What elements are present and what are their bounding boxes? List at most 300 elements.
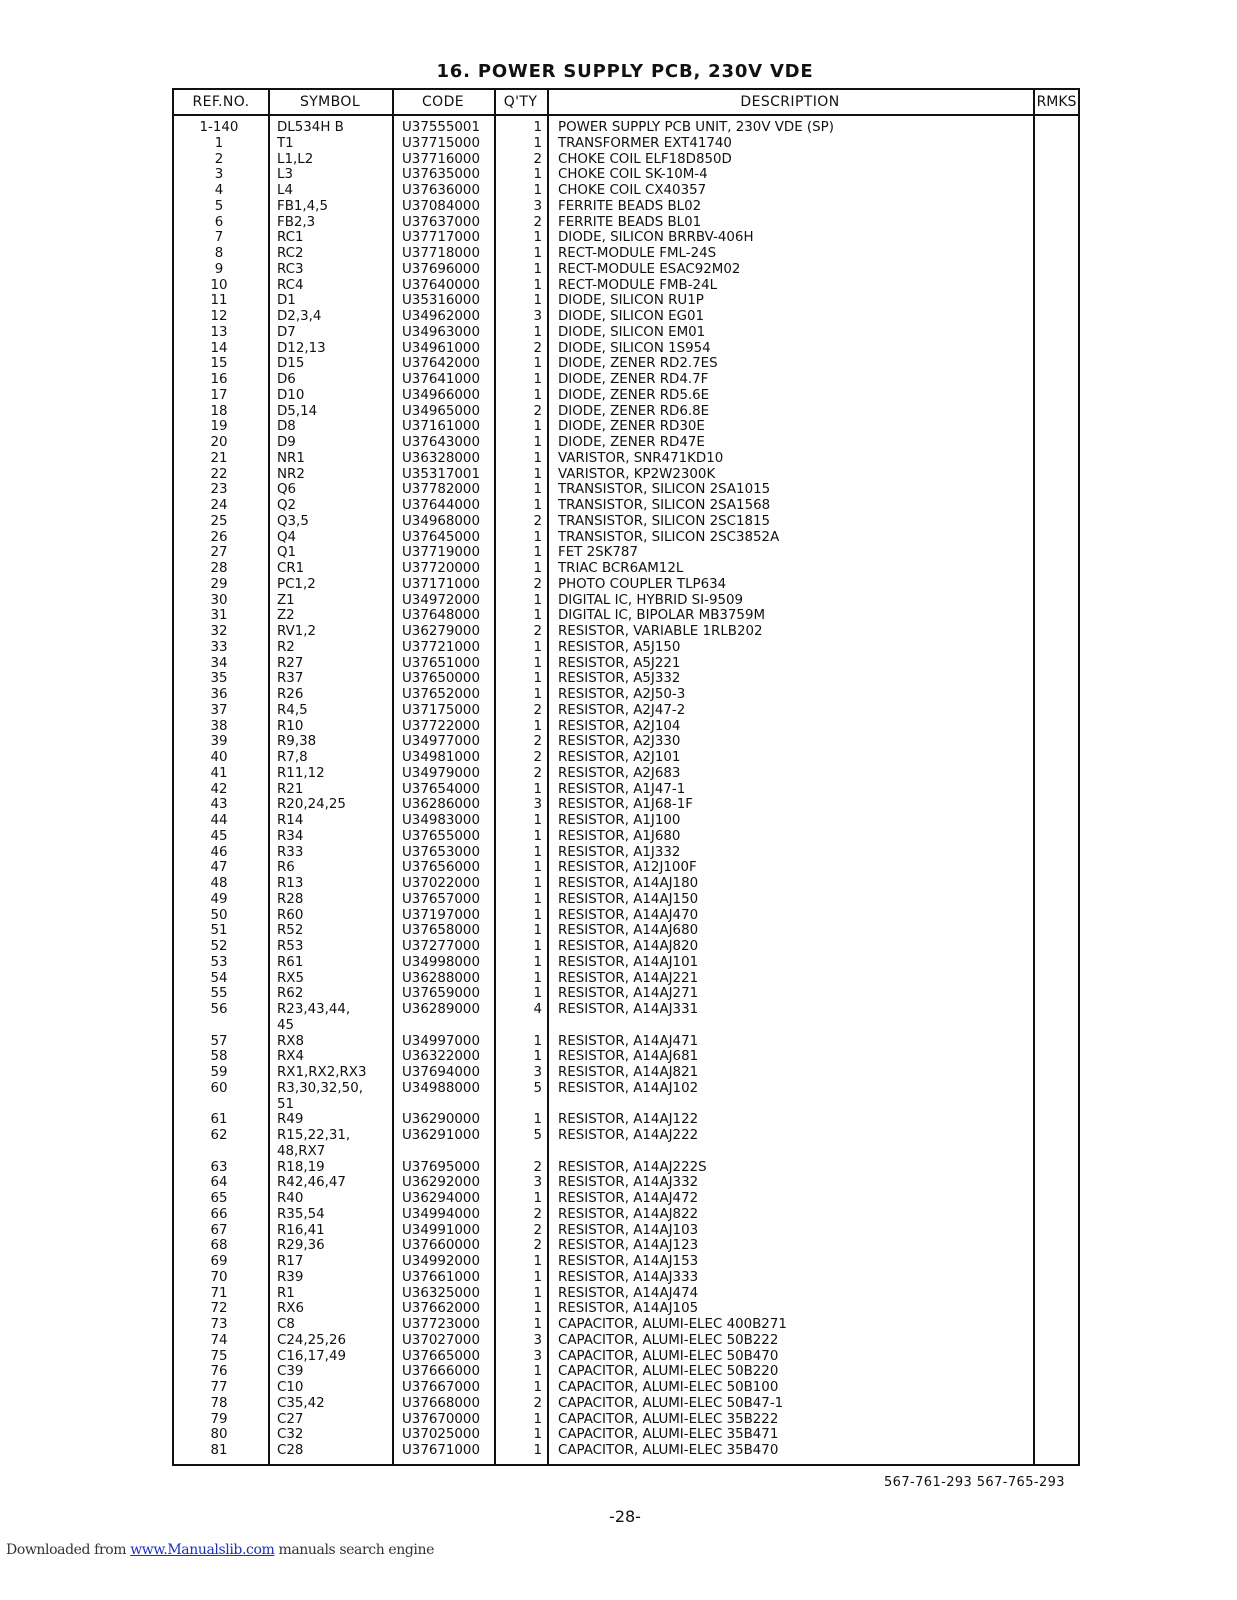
ref-cell: 22	[210, 466, 228, 482]
symbol-cell: R16,41	[277, 1222, 325, 1238]
description-cell: DIODE, SILICON EG01	[558, 309, 704, 324]
symbol-cell: L3	[277, 167, 293, 183]
description-cell: RECT-MODULE FML-24S	[558, 246, 717, 261]
qty-cell: 1	[533, 1443, 542, 1458]
description-cell: DIODE, SILICON EM01	[558, 324, 706, 340]
table-row	[174, 1286, 1078, 1302]
code-cell: U37782000	[402, 482, 480, 498]
ref-cell: 57	[210, 1033, 228, 1049]
qty-cell: 1	[533, 954, 542, 970]
table-row	[174, 1301, 1078, 1317]
description-cell: RESISTOR, A14AJ153	[558, 1254, 699, 1269]
table-row	[174, 325, 1078, 341]
table-row	[174, 1034, 1078, 1050]
symbol-cell: C10	[277, 1380, 304, 1395]
ref-cell: 50	[210, 907, 228, 923]
table-row	[174, 404, 1078, 420]
code-cell: U37084000	[402, 198, 480, 214]
description-cell: VARISTOR, KP2W2300K	[558, 466, 716, 482]
col-header-ref: REF.NO.	[192, 94, 250, 110]
symbol-cell: L1,L2	[277, 151, 314, 167]
ref-cell: 17	[210, 387, 228, 403]
table-row	[174, 687, 1078, 703]
code-cell: U34962000	[402, 309, 480, 324]
ref-cell: 7	[214, 230, 224, 246]
description-cell: RESISTOR, A5J221	[558, 655, 681, 671]
description-cell: RESISTOR, A14AJ102	[558, 1080, 699, 1096]
ref-cell: 67	[210, 1222, 228, 1238]
description-cell: VARISTOR, SNR471KD10	[558, 450, 724, 466]
description-cell: TRANSFORMER EXT41740	[558, 135, 732, 151]
code-cell: U36294000	[402, 1191, 480, 1206]
qty-cell: 1	[533, 844, 542, 860]
code-cell: U37670000	[402, 1411, 480, 1427]
description-cell: RESISTOR, A1J332	[558, 844, 681, 860]
code-cell: U37671000	[402, 1443, 480, 1458]
qty-cell: 1	[533, 923, 542, 939]
symbol-cell: RC1	[277, 230, 304, 246]
col-header-qty: Q'TY	[503, 94, 538, 110]
description-cell: DIGITAL IC, BIPOLAR MB3759M	[558, 608, 766, 624]
ref-cell: 47	[210, 860, 228, 876]
table-row	[174, 577, 1078, 593]
symbol-cell: C32	[277, 1427, 304, 1443]
ref-cell: 10	[210, 277, 228, 293]
description-cell: RESISTOR, A14AJ821	[558, 1065, 699, 1080]
ref-cell: 41	[210, 765, 228, 781]
symbol-cell: R11,12	[277, 765, 325, 781]
description-cell: DIGITAL IC, HYBRID SI-9509	[558, 592, 744, 608]
ref-cell: 23	[210, 482, 228, 498]
qty-cell: 2	[533, 340, 542, 356]
table-row	[174, 640, 1078, 656]
qty-cell: 1	[533, 639, 542, 655]
ref-cell: 27	[210, 545, 228, 561]
symbol-cell: C16,17,49	[277, 1348, 346, 1364]
ref-cell: 6	[214, 214, 224, 230]
ref-cell: 19	[210, 419, 228, 435]
ref-cell: 45	[210, 828, 228, 844]
qty-cell: 2	[533, 1238, 542, 1254]
description-cell: RESISTOR, A14AJ333	[558, 1269, 699, 1285]
code-cell: U37653000	[402, 844, 480, 860]
description-cell: RECT-MODULE FMB-24L	[558, 277, 718, 293]
ref-cell: 16	[210, 372, 228, 387]
symbol-cell: D15	[277, 356, 305, 372]
table-row	[174, 356, 1078, 372]
description-cell: CHOKE COIL ELF18D850D	[558, 151, 732, 167]
description-cell: RESISTOR, A14AJ680	[558, 923, 699, 939]
description-cell: RESISTOR, A14AJ123	[558, 1238, 699, 1254]
code-cell: U37657000	[402, 891, 480, 907]
code-cell: U37695000	[402, 1159, 480, 1175]
table-row	[174, 341, 1078, 357]
code-cell: U37717000	[402, 230, 480, 246]
description-cell: DIODE, SILICON BRRBV-406H	[558, 230, 754, 246]
symbol-cell: FB1,4,5	[277, 198, 328, 214]
ref-cell: 49	[210, 891, 228, 907]
code-cell: U37656000	[402, 860, 480, 876]
ref-cell: 81	[210, 1443, 228, 1458]
code-cell: U37175000	[402, 702, 480, 718]
table-body	[174, 120, 1078, 1459]
table-row	[174, 262, 1078, 278]
qty-cell: 1	[533, 529, 542, 545]
qty-cell: 4	[533, 1002, 542, 1017]
description-cell: RESISTOR, A14AJ122	[558, 1112, 699, 1128]
description-cell: CHOKE COIL CX40357	[558, 183, 707, 198]
qty-cell: 1	[533, 277, 542, 293]
code-cell: U34961000	[402, 340, 480, 356]
description-cell: DIODE, ZENER RD2.7ES	[558, 356, 718, 372]
ref-cell: 76	[210, 1364, 228, 1380]
qty-cell: 1	[533, 655, 542, 671]
table-row	[174, 860, 1078, 876]
qty-cell: 1	[533, 246, 542, 261]
description-cell: RESISTOR, A14AJ150	[558, 891, 699, 907]
description-cell: RECT-MODULE ESAC92M02	[558, 261, 741, 277]
qty-cell: 2	[533, 1395, 542, 1411]
ref-cell: 80	[210, 1427, 228, 1443]
code-cell: U37022000	[402, 876, 480, 891]
page-number: -28-	[609, 1507, 641, 1526]
table-row	[174, 986, 1078, 1002]
code-cell: U37655000	[402, 828, 480, 844]
table-row	[174, 451, 1078, 467]
symbol-cell: R34	[277, 828, 304, 844]
description-cell: TRANSISTOR, SILICON 2SC1815	[558, 513, 771, 529]
table-row	[174, 1065, 1078, 1081]
code-cell: U37644000	[402, 498, 480, 513]
code-cell: U34997000	[402, 1033, 480, 1049]
ref-cell: 13	[210, 324, 228, 340]
ref-cell: 4	[214, 183, 224, 198]
qty-cell: 1	[533, 135, 542, 151]
table-row	[174, 545, 1078, 561]
ref-cell: 63	[210, 1159, 228, 1175]
description-cell: RESISTOR, A1J680	[558, 828, 681, 844]
qty-cell: 1	[533, 167, 542, 183]
table-row	[174, 608, 1078, 624]
code-cell: U37161000	[402, 419, 480, 435]
ref-cell: 79	[210, 1411, 228, 1427]
code-cell: U37652000	[402, 687, 480, 702]
description-cell: CAPACITOR, ALUMI-ELEC 35B470	[558, 1443, 779, 1458]
table-row	[174, 1002, 1078, 1034]
qty-cell: 1	[533, 1427, 542, 1443]
ref-cell: 14	[210, 340, 228, 356]
symbol-cell: R10	[277, 718, 304, 734]
qty-cell: 2	[533, 702, 542, 718]
code-cell: U37666000	[402, 1364, 480, 1380]
ref-cell: 78	[210, 1395, 228, 1411]
qty-cell: 3	[533, 1175, 542, 1191]
description-cell: RESISTOR, A14AJ470	[558, 907, 699, 923]
qty-cell: 1	[533, 482, 542, 498]
code-cell: U36289000	[402, 1002, 480, 1017]
description-cell: FERRITE BEADS BL01	[558, 214, 702, 230]
symbol-cell: RC4	[277, 277, 304, 293]
ref-cell: 33	[210, 639, 228, 655]
code-cell: U37665000	[402, 1348, 480, 1364]
code-cell: U37641000	[402, 372, 480, 387]
ref-cell: 21	[210, 450, 228, 466]
symbol-cell: R2	[277, 639, 295, 655]
ref-cell: 62	[210, 1128, 228, 1143]
qty-cell: 2	[533, 214, 542, 230]
code-cell: U37662000	[402, 1301, 480, 1317]
code-cell: U37659000	[402, 986, 480, 1002]
ref-cell: 2	[214, 151, 224, 167]
code-cell: U37723000	[402, 1317, 480, 1332]
description-cell: RESISTOR, A2J683	[558, 765, 681, 781]
code-cell: U37694000	[402, 1065, 480, 1080]
ref-cell: 25	[210, 513, 228, 529]
qty-cell: 3	[533, 1065, 542, 1080]
ref-cell: 30	[210, 592, 228, 608]
ref-cell: 18	[210, 403, 228, 419]
manualslib-link[interactable]: www.Manualslib.com	[130, 1542, 275, 1558]
description-cell: CAPACITOR, ALUMI-ELEC 50B220	[558, 1364, 779, 1380]
symbol-cell: FB2,3	[277, 214, 316, 230]
footer-suffix: manuals search engine	[274, 1542, 435, 1558]
description-cell: RESISTOR, A14AJ332	[558, 1175, 699, 1191]
code-cell: U37645000	[402, 529, 480, 545]
ref-cell: 51	[210, 923, 228, 939]
ref-cell: 5	[214, 198, 224, 214]
symbol-cell: C35,42	[277, 1395, 325, 1411]
table-row	[174, 1270, 1078, 1286]
table-row	[174, 435, 1078, 451]
table-row	[174, 829, 1078, 845]
symbol-cell: R23,43,44, 45	[277, 1002, 351, 1033]
code-cell: U37661000	[402, 1269, 480, 1285]
symbol-cell: R4,5	[277, 702, 308, 718]
table-row	[174, 278, 1078, 294]
table-row	[174, 561, 1078, 577]
table-row	[174, 734, 1078, 750]
ref-cell: 20	[210, 435, 228, 450]
ref-cell: 46	[210, 844, 228, 860]
table-row	[174, 939, 1078, 955]
symbol-cell: R18,19	[277, 1159, 325, 1175]
code-cell: U37720000	[402, 561, 480, 576]
symbol-cell: R35,54	[277, 1206, 325, 1222]
description-cell: CAPACITOR, ALUMI-ELEC 35B222	[558, 1411, 779, 1427]
symbol-cell: RX6	[277, 1301, 304, 1317]
qty-cell: 1	[533, 860, 542, 876]
symbol-cell: R27	[277, 655, 304, 671]
table-row	[174, 1223, 1078, 1239]
symbol-cell: Q2	[277, 498, 297, 513]
ref-cell: 55	[210, 986, 228, 1002]
ref-cell: 68	[210, 1238, 228, 1254]
table-row	[174, 797, 1078, 813]
code-cell: U37642000	[402, 356, 480, 372]
ref-cell: 43	[210, 797, 228, 813]
description-cell: RESISTOR, A2J101	[558, 750, 681, 765]
symbol-cell: Q3,5	[277, 513, 309, 529]
symbol-cell: R14	[277, 813, 304, 828]
code-cell: U36286000	[402, 797, 480, 813]
code-cell: U34988000	[402, 1080, 480, 1096]
ref-cell: 31	[210, 608, 228, 624]
description-cell: TRANSISTOR, SILICON 2SA1568	[558, 498, 771, 513]
table-row	[174, 1396, 1078, 1412]
description-cell: DIODE, ZENER RD5.6E	[558, 387, 710, 403]
qty-cell: 2	[533, 403, 542, 419]
description-cell: POWER SUPPLY PCB UNIT, 230V VDE (SP)	[558, 120, 834, 135]
ref-cell: 58	[210, 1049, 228, 1065]
code-cell: U37636000	[402, 183, 480, 198]
qty-cell: 3	[533, 309, 542, 324]
symbol-cell: R9,38	[277, 734, 317, 750]
table-row	[174, 372, 1078, 388]
code-cell: U37027000	[402, 1332, 480, 1348]
code-cell: U36288000	[402, 970, 480, 986]
qty-cell: 1	[533, 545, 542, 561]
table-row	[174, 309, 1078, 325]
symbol-cell: R7,8	[277, 750, 308, 765]
ref-cell: 34	[210, 655, 228, 671]
code-cell: U37660000	[402, 1238, 480, 1254]
symbol-cell: RX8	[277, 1033, 304, 1049]
table-row	[174, 120, 1078, 136]
description-cell: RESISTOR, A14AJ471	[558, 1033, 699, 1049]
code-cell: U35316000	[402, 293, 480, 309]
description-cell: TRANSISTOR, SILICON 2SA1015	[558, 482, 771, 498]
code-cell: U37719000	[402, 545, 480, 561]
description-cell: RESISTOR, A2J104	[558, 718, 681, 734]
code-cell: U34965000	[402, 403, 480, 419]
symbol-cell: C39	[277, 1364, 304, 1380]
symbol-cell: Q6	[277, 482, 297, 498]
symbol-cell: R26	[277, 687, 304, 702]
description-cell: RESISTOR, A5J150	[558, 639, 681, 655]
ref-cell: 64	[210, 1175, 228, 1191]
table-row	[174, 1049, 1078, 1065]
symbol-cell: RC3	[277, 261, 304, 277]
code-cell: U36322000	[402, 1049, 480, 1065]
qty-cell: 1	[533, 1269, 542, 1285]
ref-cell: 70	[210, 1269, 228, 1285]
symbol-cell: R17	[277, 1254, 304, 1269]
code-cell: U37651000	[402, 655, 480, 671]
table-row	[174, 1128, 1078, 1160]
table-row	[174, 467, 1078, 483]
description-cell: RESISTOR, A2J50-3	[558, 687, 686, 702]
code-cell: U37716000	[402, 151, 480, 167]
description-cell: DIODE, SILICON RU1P	[558, 293, 704, 309]
description-cell: RESISTOR, A14AJ681	[558, 1049, 699, 1065]
description-cell: RESISTOR, A14AJ222S	[558, 1159, 707, 1175]
page-title: 16. POWER SUPPLY PCB, 230V VDE	[436, 61, 814, 82]
table-row	[174, 656, 1078, 672]
qty-cell: 1	[533, 450, 542, 466]
ref-cell: 66	[210, 1206, 228, 1222]
code-cell: U34977000	[402, 734, 480, 750]
qty-cell: 2	[533, 1206, 542, 1222]
code-cell: U35317001	[402, 466, 480, 482]
table-row	[174, 1333, 1078, 1349]
symbol-cell: D8	[277, 419, 296, 435]
qty-cell: 3	[533, 1348, 542, 1364]
description-cell: PHOTO COUPLER TLP634	[558, 576, 727, 592]
qty-cell: 1	[533, 324, 542, 340]
symbol-cell: RC2	[277, 246, 304, 261]
ref-cell: 69	[210, 1254, 228, 1269]
description-cell: RESISTOR, A14AJ472	[558, 1191, 699, 1206]
download-footer	[6, 1542, 434, 1558]
code-cell: U37277000	[402, 939, 480, 954]
table-row	[174, 1112, 1078, 1128]
code-cell: U34992000	[402, 1254, 480, 1269]
ref-cell: 9	[214, 261, 224, 277]
code-cell: U34991000	[402, 1222, 480, 1238]
symbol-cell: R15,22,31, 48,RX7	[277, 1128, 351, 1159]
symbol-cell: R62	[277, 986, 304, 1002]
qty-cell: 1	[533, 939, 542, 954]
table-row	[174, 1238, 1078, 1254]
table-row	[174, 908, 1078, 924]
qty-cell: 1	[533, 876, 542, 891]
symbol-cell: Q4	[277, 529, 297, 545]
description-cell: DIODE, ZENER RD47E	[558, 435, 705, 450]
description-cell: CAPACITOR, ALUMI-ELEC 50B470	[558, 1348, 779, 1364]
code-cell: U37722000	[402, 718, 480, 734]
symbol-cell: L4	[277, 183, 293, 198]
description-cell: DIODE, ZENER RD6.8E	[558, 403, 710, 419]
table-row	[174, 199, 1078, 215]
symbol-cell: D2,3,4	[277, 309, 322, 324]
ref-cell: 36	[210, 687, 228, 702]
qty-cell: 3	[533, 797, 542, 813]
code-cell: U34979000	[402, 765, 480, 781]
qty-cell: 1	[533, 120, 542, 135]
code-cell: U34966000	[402, 387, 480, 403]
symbol-cell: R20,24,25	[277, 797, 346, 813]
description-cell: RESISTOR, A14AJ180	[558, 876, 699, 891]
code-cell: U37025000	[402, 1427, 480, 1443]
description-cell: RESISTOR, A2J330	[558, 734, 681, 750]
qty-cell: 1	[533, 183, 542, 198]
qty-cell: 2	[533, 765, 542, 781]
table-row	[174, 498, 1078, 514]
symbol-cell: R37	[277, 671, 304, 687]
symbol-cell: R1	[277, 1285, 295, 1301]
table-row	[174, 1254, 1078, 1270]
description-cell: RESISTOR, A2J47-2	[558, 702, 686, 718]
qty-cell: 1	[533, 1254, 542, 1269]
description-cell: DIODE, SILICON 1S954	[558, 340, 711, 356]
table-row	[174, 876, 1078, 892]
ref-cell: 53	[210, 954, 228, 970]
description-cell: TRIAC BCR6AM12L	[558, 561, 684, 576]
qty-cell: 1	[533, 561, 542, 576]
table-row	[174, 1191, 1078, 1207]
symbol-cell: R33	[277, 844, 304, 860]
ref-cell: 54	[210, 970, 228, 986]
code-cell: U37654000	[402, 781, 480, 797]
description-cell: RESISTOR, A1J68-1F	[558, 797, 693, 813]
qty-cell: 1	[533, 1112, 542, 1128]
code-cell: U37635000	[402, 167, 480, 183]
qty-cell: 2	[533, 734, 542, 750]
table-row	[174, 782, 1078, 798]
description-cell: RESISTOR, A1J100	[558, 813, 681, 828]
table-row	[174, 1175, 1078, 1191]
qty-cell: 1	[533, 1317, 542, 1332]
